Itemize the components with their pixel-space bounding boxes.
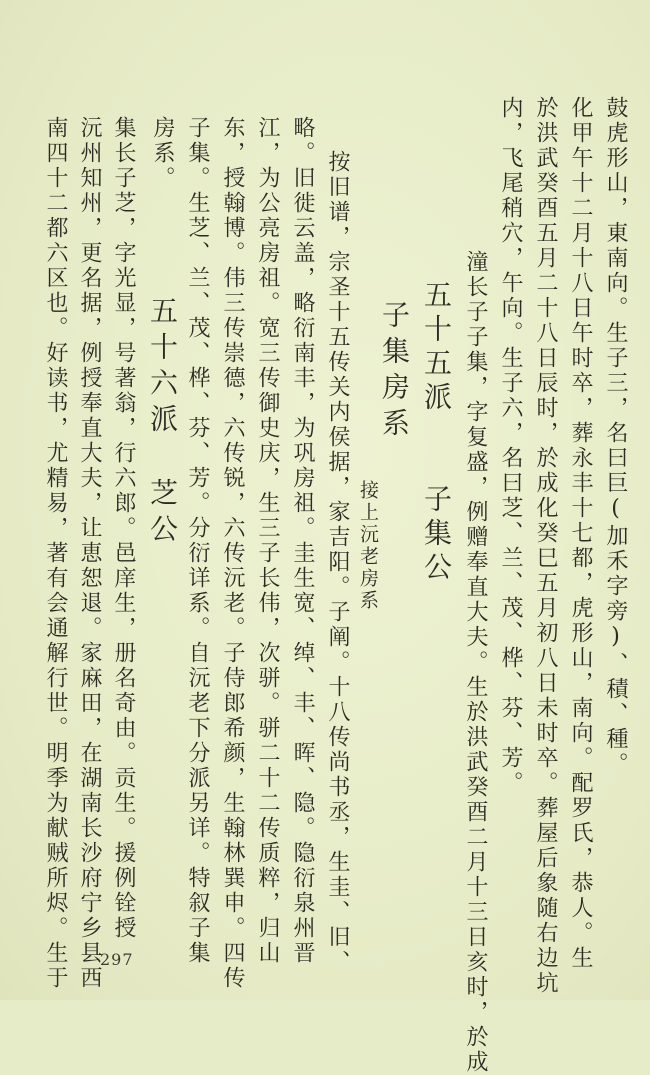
text-column: 内，飞尾稍穴，午向。生子六，名曰芝、兰、茂、桦、芬、芳。 [498, 96, 523, 796]
text-column: 按旧谱，宗圣十五传关内侯据，家吉阳。子阐。十八传尚书丞，生圭、旧、 [325, 150, 350, 975]
text-column: 沅州知州，更名据，例授奉直大夫，让恵恕退。家麻田，在湖南长沙府宁乡县西 [77, 116, 102, 991]
text-column: 略。旧徙云盖，略衍南丰，为巩房祖。圭生宽、绰、丰、晖、隐。隐衍泉州晋 [290, 116, 315, 966]
text-column: 潼长子子集，字复盛，例赠奉直大夫。生於洪武癸酉二月十三日亥时，於成 [463, 250, 488, 1075]
page-number: 297 [100, 950, 134, 969]
text-column: 鼓虎形山，東南向。生子三，名曰巨(加禾字旁)、積、種。 [603, 96, 628, 777]
text-column: 房系。 [150, 116, 175, 191]
house-heading: 子集房系 [378, 300, 411, 444]
section-heading: 五十六派 [146, 296, 179, 440]
heading-note: 接上沅老房系 [357, 480, 379, 612]
text-column: 化甲午十二月十八日午时卒，葬永丰十七都，虎形山，南向。配罗氏，恭人。生 [568, 96, 593, 971]
text-column: 东，授翰博。伟三传崇德，六传锐，六传沅老。子侍郎希颜，生翰林巽申。四传 [220, 116, 245, 991]
text-column: 於洪武癸酉五月二十八日辰时，於成化癸巳五月初八日未时卒。葬屋后象随右边坑 [533, 96, 558, 996]
text-column: 南四十二都六区也。好读书，尤精易，著有会通解行世。明季为献贼所烬。生于 [43, 116, 68, 991]
text-column: 子集。生芝、兰、茂、桦、芬、芳。分衍详系。自沅老下分派另详。特叙子集 [185, 116, 210, 966]
person-heading: 芝公 [146, 478, 179, 550]
text-column: 集长子芝，字光显，号著翁，行六郎。邑庠生，册名奇由。贡生。援例铨授 [111, 116, 136, 941]
section-heading: 五十五派 子集公 [420, 280, 453, 586]
text-column: 江，为公亮房祖。宽三传御史庆，生三子长伟，次骈。骈二十二传质粹，归山 [255, 116, 280, 966]
